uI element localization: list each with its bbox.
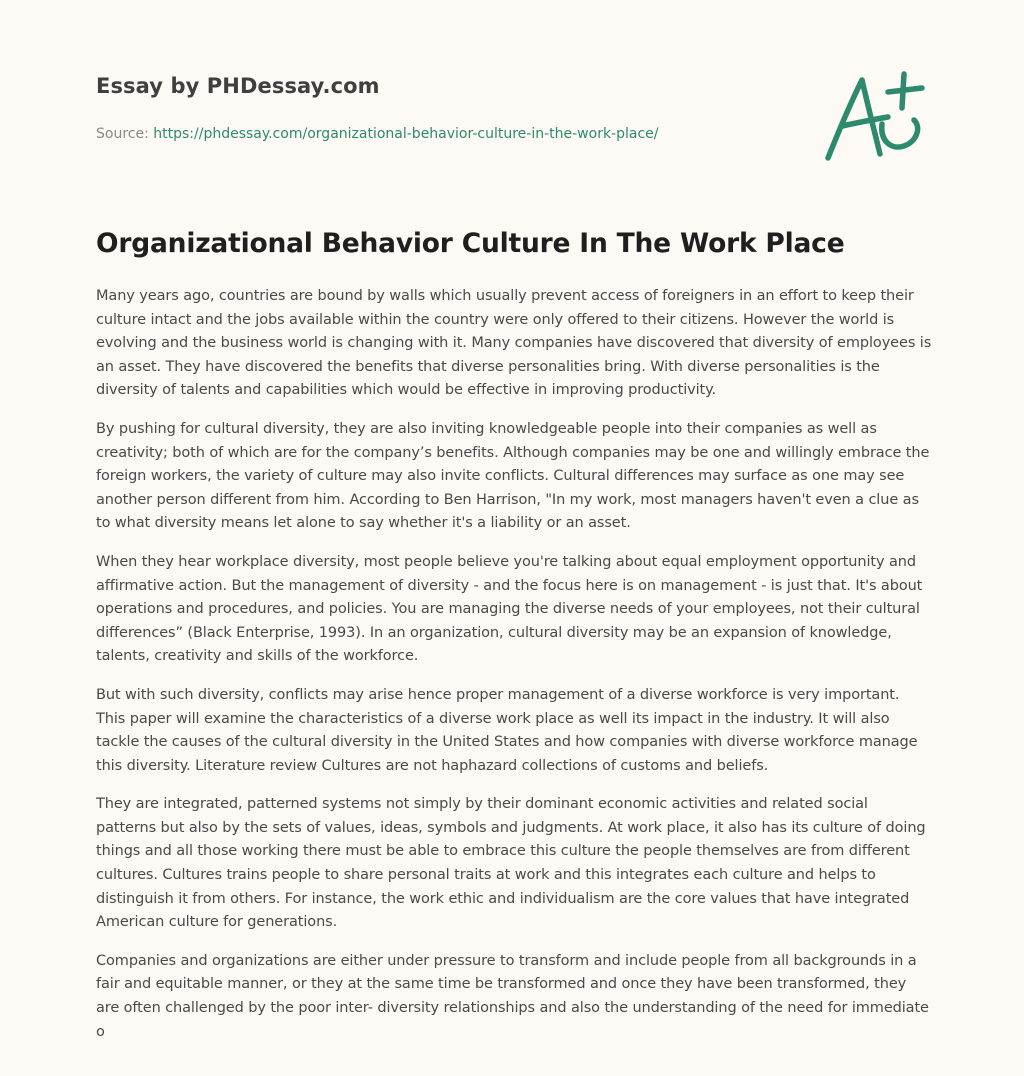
essay-paragraph: But with such diversity, conflicts may arise hence proper management of a diverse workforce is very important. This paper will examine the characteristics of a diverse work place as well its impact in the industry. It will also tackle the causes of the cultural diversity in the United States and how companies with diverse workforce manage this diversity. Literature review Cultures are not haphazard collections of customs and beliefs.: [96, 686, 918, 774]
a-plus-grade-icon: [818, 68, 930, 164]
page-header: [96, 74, 796, 142]
essay-paragraph: Companies and organizations are either under pressure to transform and include people from all backgrounds in a fair and equitable manner, or they at the same time be transformed and once they have been transformed, they are often challenged by the poor inter- diversity relationships and also the understanding of the need for immediate o: [96, 952, 929, 1040]
essay-paragraph: Many years ago, countries are bound by walls which usually prevent access of foreigners in an effort to keep their culture intact and the jobs available within the country were only offered to their citizens. However the world is evolving and the business world is changing with it. Many companies have discovered that diversity of employees is an asset. They have discovered the benefits that diverse personalities bring. With diverse personalities is the diversity of talents and capabilities which would be effective in improving productivity.: [96, 288, 932, 399]
source-link[interactable]: https://phdessay.com/organizational-behavior-culture-in-the-work-place/: [153, 126, 659, 142]
source-line: [96, 126, 796, 142]
brand-title: Essay by PHDessay.com: [96, 74, 380, 98]
essay-paragraph: By pushing for cultural diversity, they are also inviting knowledgeable people into their companies as well as creativity; both of which are for the company’s benefits. Although companies may be one and willingly embrace the foreign workers, the variety of culture may also invite conflicts. Cultural differences may surface as one may see another person different from him. According to Ben Harrison, "In my work, most managers haven't even a clue as to what diversity means let alone to say whether it's a liability or an asset.: [96, 420, 930, 532]
essay-paragraph: When they hear workplace diversity, most people believe you're talking about equal employment opportunity and affirmative action. But the management of diversity - and the focus here is on management - is just that. It's about operations and procedures, and policies. You are managing the diverse needs of your employees, not their cultural differences” (Black Enterprise, 1993). In an organization, cultural diversity may be an expansion of knowledge, talents, creativity and skills of the workforce.: [96, 553, 923, 665]
source-label: Source:: [96, 126, 149, 142]
essay-title: Organizational Behavior Culture In The Work Place: [96, 228, 845, 259]
essay-paragraph: They are integrated, patterned systems not simply by their dominant economic activities and related social patterns but also by the sets of values, ideas, symbols and judgments. At work place, it also has its culture of doing things and all those working there must be able to embrace this culture the people themselves are from different cultures. Cultures trains people to share personal traits at work and this integrates each culture and helps to distinguish it from others. For instance, the work ethic and individualism are the core values that have integrated American culture for generations.: [96, 796, 926, 931]
essay-body: [96, 285, 932, 1059]
